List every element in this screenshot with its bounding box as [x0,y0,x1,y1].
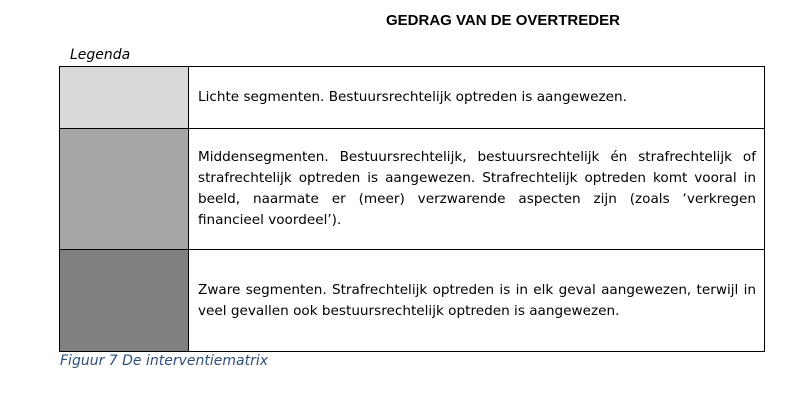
swatch-middle [60,129,189,250]
legend-label: Legenda [70,47,131,63]
legend-text-middle: Middensegmenten. Bestuursrechtelijk, bestuursrechtelijk én strafrechtelijk of strafrechtelijk optreden is aangewezen. Strafrechtelijk optreden komt vooral in beeld, naarmate er (meer) verzwarende aspecten zijn (zoals ‘verkregen financieel voordeel’). [189,129,765,250]
legend-row-heavy [60,250,765,352]
legend-row-light [60,67,765,129]
legend-text-light: Lichte segmenten. Bestuursrechtelijk optreden is aangewezen. [189,67,765,129]
swatch-light [60,67,189,129]
heading: GEDRAG VAN DE OVERTREDER [386,12,620,29]
legend-row-middle [60,129,765,250]
swatch-heavy [60,250,189,352]
figure-caption: Figuur 7 De interventiematrix [60,353,269,369]
legend-text-heavy: Zware segmenten. Strafrechtelijk optreden is in elk geval aangewezen, terwijl in veel gevallen ook bestuursrechtelijk optreden is aangewezen. [189,250,765,352]
legend-table [59,66,765,352]
